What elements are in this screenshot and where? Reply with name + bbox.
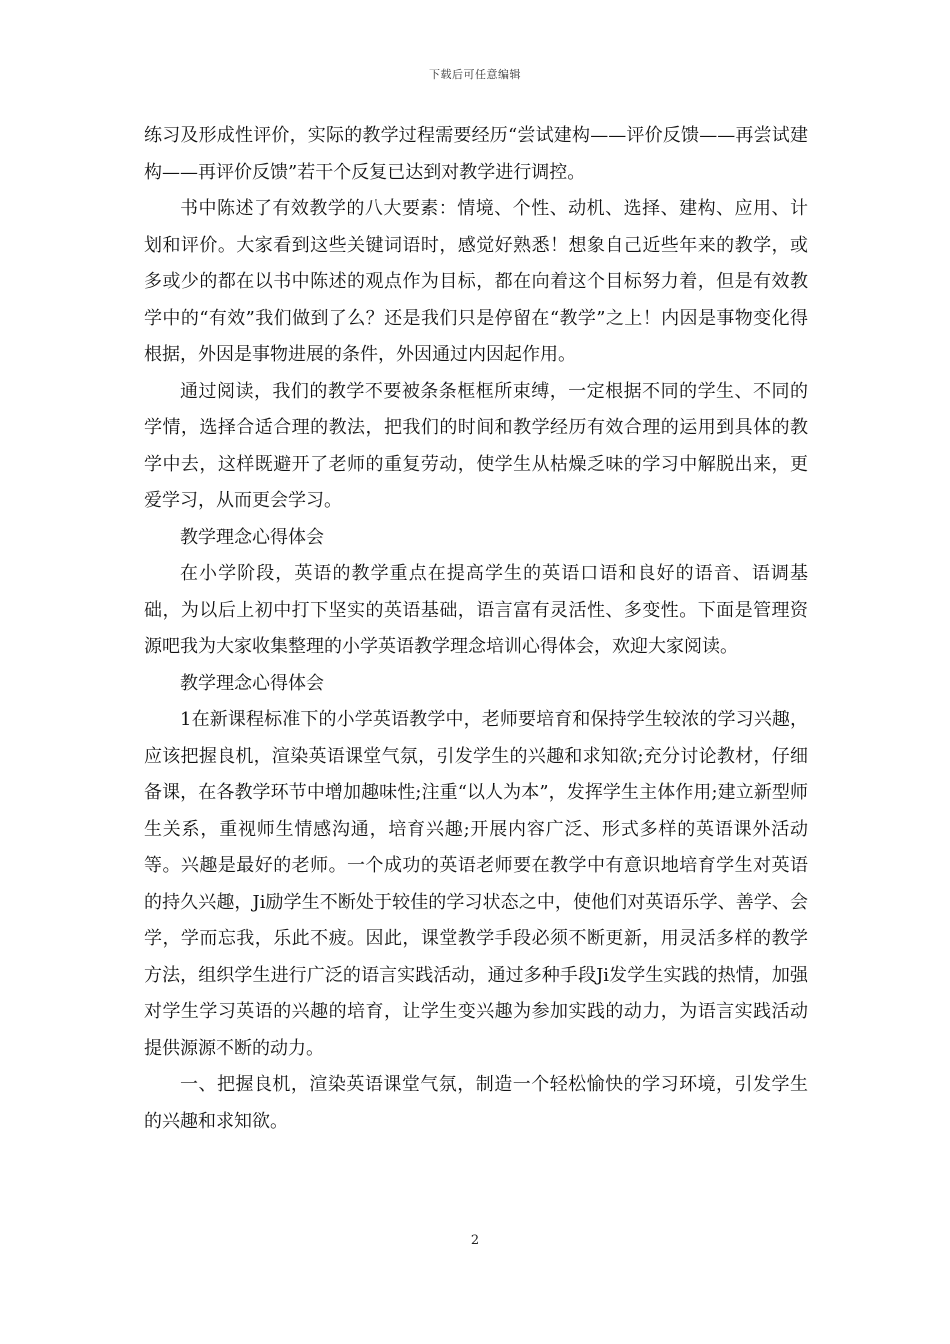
paragraph-interest: 1在新课程标准下的小学英语教学中，老师要培育和保持学生较浓的学习兴趣，应该把握良机，渲染英语课堂气氛，引发学生的兴趣和求知欲;充分讨论教材，仔细备课，在各教学环节中增加趣味性;注重“以人为本”，发挥学生主体作用;建立新型师生关系，重视师生情感沟通，培育兴趣;开展内容广泛、形式多样的英语课外活动等。兴趣是最好的老师。一个成功的英语老师要在教学中有意识地培育学生对英语的持久兴趣，Ji励学生不断处于较佳的学习状态之中，使他们对英语乐学、善学、会学，学而忘我，乐此不疲。因此，课堂教学手段必须不断更新，用灵活多样的教学方法，组织学生进行广泛的语言实践活动，通过多种手段Ji发学生实践的热情，加强对学生学习英语的兴趣的培育，让学生变兴趣为参加实践的动力，为语言实践活动提供源源不断的动力。 <box>144 709 808 1059</box>
document-body <box>144 118 808 1140</box>
paragraph-eight-elements: 书中陈述了有效教学的八大要素：情境、个性、动机、选择、建构、应用、计划和评价。大家看到这些关键词语时，感觉好熟悉！想象自己近些年来的教学，或多或少的都在以书中陈述的观点作为目标，都在向着这个目标努力着，但是有效教学中的“有效”我们做到了么？还是我们只是停留在“教学”之上！内因是事物变化得根据，外因是事物进展的条件，外因通过内因起作用。 <box>144 198 808 365</box>
section-heading: 教学理念心得体会 <box>180 672 324 694</box>
paragraph-reading-reflection: 通过阅读，我们的教学不要被条条框框所束缚，一定根据不同的学生、不同的学情，选择合适合理的教法，把我们的时间和教学经历有效合理的运用到具体的教学中去，这样既避开了老师的重复劳动，使学生从枯燥乏味的学习中解脱出来，更爱学习，从而更会学习。 <box>144 380 808 511</box>
page-header: 下载后可任意编辑 <box>429 68 521 81</box>
paragraph-point-one: 一、把握良机，渲染英语课堂气氛，制造一个轻松愉快的学习环境，引发学生的兴趣和求知欲。 <box>144 1074 808 1132</box>
paragraph-continued: 练习及形成性评价，实际的教学过程需要经历“尝试建构——评价反馈——再尝试建构——再评价反馈”若干个反复已达到对教学进行调控。 <box>144 125 808 183</box>
page-number: 2 <box>470 1233 480 1248</box>
section-heading: 教学理念心得体会 <box>180 526 324 548</box>
paragraph-intro: 在小学阶段，英语的教学重点在提高学生的英语口语和良好的语音、语调基础，为以后上初中打下坚实的英语基础，语言富有灵活性、多变性。下面是管理资源吧我为大家收集整理的小学英语教学理念培训心得体会，欢迎大家阅读。 <box>144 563 808 657</box>
